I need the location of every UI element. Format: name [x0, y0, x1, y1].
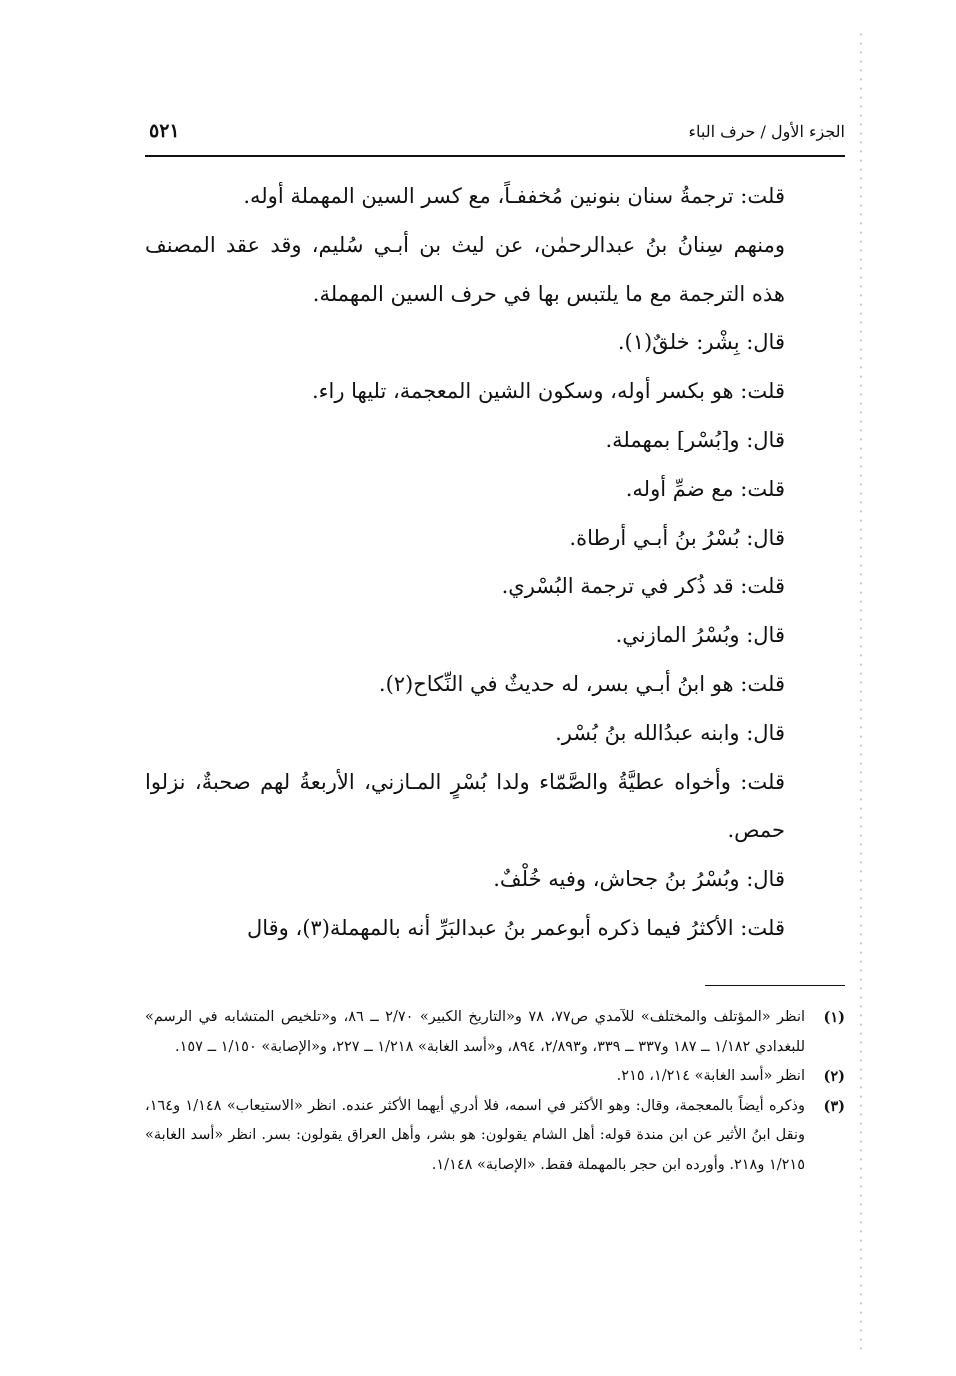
text-line: قال: بُسْرُ بنُ أبـي أرطاة. [569, 525, 785, 550]
header-rule [145, 155, 845, 157]
footnote-rule [705, 985, 845, 986]
footnote [145, 1062, 845, 1092]
footnotes [145, 1003, 845, 1180]
page-header [145, 118, 845, 152]
text-line: قال: وبُسْرُ بنُ جحاش، وفيه خُلْفٌ. [493, 867, 785, 892]
footnote [145, 1003, 845, 1062]
main-text [145, 172, 845, 953]
footnote-number: (١) [823, 1009, 845, 1026]
text-line: ومنهم سِنانُ بنُ عبدالرحمٰن، عن ليث بن أبـي سُليم، وقد عقد المصنف هذه الترجمة مع ما يلتبس بها في حرف السين المهملة. [145, 232, 785, 306]
text-line: قلت: الأكثرُ فيما ذكره أبوعمر بنُ عبدالبَرِّ أنه بالمهملة(٣)، وقال [246, 915, 785, 940]
text-line: قلت: قد ذُكر في ترجمة البُسْري. [501, 574, 785, 599]
text-line: قلت: مع ضمِّ أوله. [625, 476, 785, 501]
text-line: قلت: هو ابنُ أبـي بسر، له حديثٌ في النِّكاح(٢). [378, 671, 785, 696]
footnote [145, 1092, 845, 1181]
text-line: قلت: هو بكسر أوله، وسكون الشين المعجمة، تليها راء. [311, 379, 785, 404]
running-title: الجزء الأول / حرف الباء [688, 122, 845, 141]
footnote-text: انظر «المؤتلف والمختلف» للآمدي ص٧٧، ٧٨ و«التاريخ الكبير» ٢/٧٠ ــ ٨٦، و«تلخيص المتشابه في الرسم» للبغدادي ١/١٨٢ ــ ١٨٧ و٣٣٧ ــ ٣٣٩، و٢/٨٩٣، ٨٩٤، و«أسد الغابة» ١/٢١٨ ــ ٢٢٧، و«الإصابة» ١/١٥٠ ــ ١٥٧. [145, 1009, 806, 1055]
footnote-number: (٢) [823, 1068, 845, 1085]
footnote-text: انظر «أسد الغابة» ١/٢١٤، ٢١٥. [616, 1068, 805, 1084]
text-line: قلت: وأخواه عطيَّةُ والصَّمّاء ولدا بُسْرٍ المـازني، الأربعةُ لهم صحبةٌ، نزلوا حمص. [145, 769, 785, 843]
text-line: قال: و[بُسْر] بمهملة. [605, 427, 785, 452]
text-line: قال: بِشْر: خلقٌ(١). [617, 330, 785, 355]
scan-edge-dots [860, 30, 862, 1350]
footnote-number: (٣) [823, 1097, 845, 1115]
footnote-text: وذكره أيضاً بالمعجمة، وقال: وهو الأكثر في اسمه، فلا أدري أيهما الأكثر عنده. انظر «الاستيعاب» ١/١٤٨ و١٦٤، ونقل ابنُ الأثير عن ابن مندة قوله: أهل الشام يقولون: هو بشر، وأهل العراق يقولون: بسر. انظر «أسد الغابة» ١/٢١٥ و٢١٨. وأورده ابن حجر بالمهملة فقط. «الإصابة» ١/١٤٨. [145, 1097, 805, 1173]
text-line: قلت: ترجمةُ سنان بنونين مُخففـاً، مع كسر السين المهملة أوله. [243, 184, 785, 208]
page-number: ٥٢١ [149, 120, 180, 142]
text-line: قال: وابنه عبدُالله بنُ بُسْر. [555, 720, 785, 745]
text-line: قال: وبُسْرُ المازني. [615, 623, 785, 648]
